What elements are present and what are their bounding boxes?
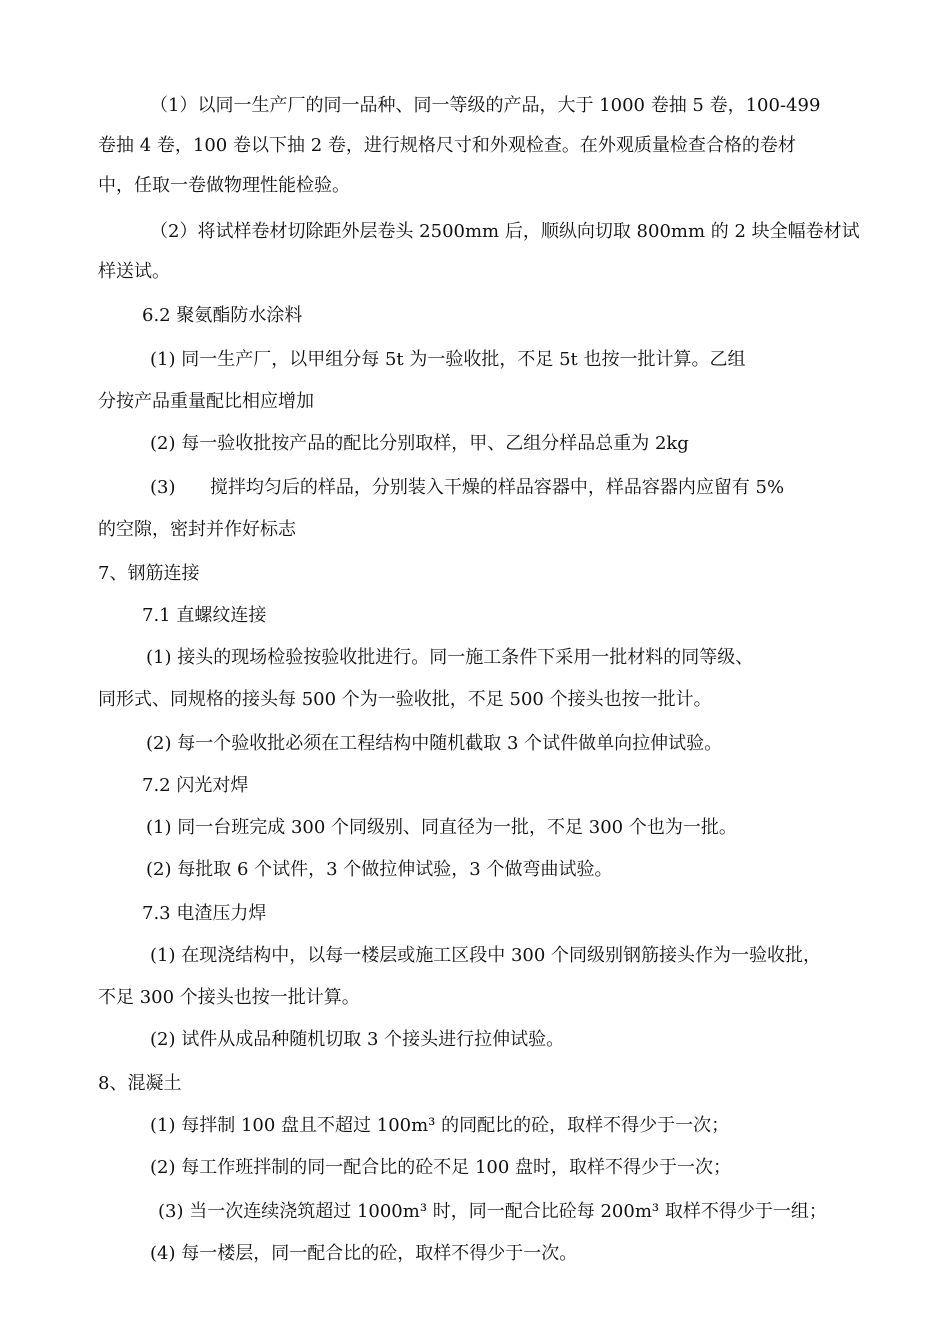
paragraph-line: (1) 同一生产厂，以甲组分每 5t 为一验收批，不足 5t 也按一批计算。乙组 — [150, 349, 746, 370]
paragraph-line: 样送试。 — [98, 261, 170, 282]
section-heading: 7.2 闪光对焊 — [142, 775, 249, 796]
paragraph-line: (3) 搅拌均匀后的样品，分别装入干燥的样品容器中，样品容器内应留有 5% — [150, 477, 785, 498]
paragraph-line: 同形式、同规格的接头每 500 个为一验收批，不足 500 个接头也按一批计。 — [98, 689, 712, 710]
paragraph-line: （1）以同一生产厂的同一品种、同一等级的产品，大于 1000 卷抽 5 卷，100-499 — [150, 95, 821, 116]
paragraph-line: (2) 每工作班拌制的同一配合比的砼不足 100 盘时，取样不得少于一次； — [150, 1157, 732, 1178]
paragraph-line: (3) 当一次连续浇筑超过 1000m³ 时，同一配合比砼每 200m³ 取样不得少于一组； — [158, 1201, 827, 1222]
section-heading: 7.1 直螺纹连接 — [142, 605, 267, 626]
paragraph-line: (2) 每批取 6 个试件，3 个做拉伸试验，3 个做弯曲试验。 — [146, 859, 613, 880]
section-heading: 7、钢筋连接 — [98, 563, 200, 584]
paragraph-line: (2) 每一验收批按产品的配比分别取样，甲、乙组分样品总重为 2kg — [150, 433, 689, 454]
paragraph-line: 的空隙，密封并作好标志 — [98, 519, 296, 540]
paragraph-line: （2）将试样卷材切除距外层卷头 2500mm 后，顺纵向切取 800mm 的 2 块全幅卷材试 — [150, 221, 860, 242]
section-heading: 8、混凝土 — [98, 1073, 182, 1094]
paragraph-line: (1) 在现浇结构中，以每一楼层或施工区段中 300 个同级别钢筋接头作为一验收批， — [150, 945, 822, 966]
paragraph-line: 分按产品重量配比相应增加 — [98, 391, 314, 412]
section-heading: 6.2 聚氨酯防水涂料 — [142, 305, 303, 326]
section-heading: 7.3 电渣压力焊 — [142, 903, 267, 924]
paragraph-line: (1) 接头的现场检验按验收批进行。同一施工条件下采用一批材料的同等级、 — [146, 647, 754, 668]
paragraph-line: (2) 每一个验收批必须在工程结构中随机截取 3 个试件做单向拉伸试验。 — [146, 733, 723, 754]
paragraph-line: 不足 300 个接头也按一批计算。 — [98, 987, 360, 1008]
paragraph-line: (2) 试件从成品种随机切取 3 个接头进行拉伸试验。 — [150, 1029, 565, 1050]
paragraph-line: 中，任取一卷做物理性能检验。 — [98, 175, 350, 196]
paragraph-line: (1) 每拌制 100 盘且不超过 100m³ 的同配比的砼，取样不得少于一次； — [150, 1115, 730, 1136]
paragraph-line: (4) 每一楼层，同一配合比的砼，取样不得少于一次。 — [150, 1243, 578, 1264]
paragraph-line: 卷抽 4 卷，100 卷以下抽 2 卷，进行规格尺寸和外观检查。在外观质量检查合格的卷材 — [98, 135, 796, 156]
paragraph-line: (1) 同一台班完成 300 个同级别、同直径为一批，不足 300 个也为一批。 — [146, 817, 737, 838]
